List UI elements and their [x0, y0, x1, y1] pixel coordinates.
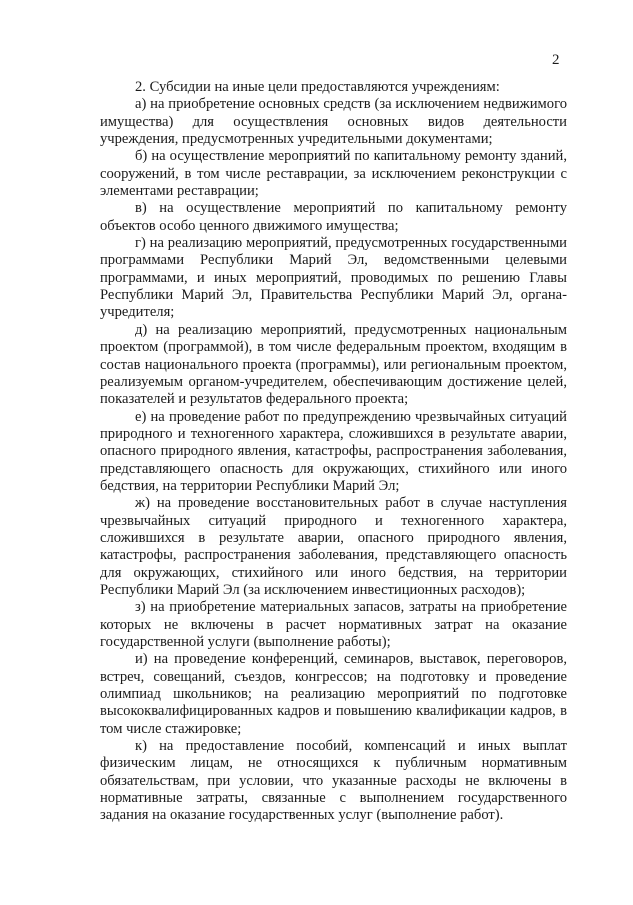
- paragraph-item-i: и) на проведение конференций, семинаров, выставок, переговоров, встреч, совещаний, съездов, конгрессов; на подготовку и проведение олимпиад школьников; на реализацию мероприятий по подготовке высококвалифицированных кадров и повышению квалификации кадров, в том числе стажировке;: [100, 651, 567, 737]
- document-body: [100, 79, 567, 825]
- paragraph-item-d: д) на реализацию мероприятий, предусмотренных национальным проектом (программой), в том числе федеральным проектом, входящим в состав национального проекта (программы), или региональным проектом, реализуемым органом-учредителем, обеспечивающим достижение целей, показателей и результатов федерального проекта;: [100, 321, 567, 408]
- paragraph-item-v: в) на осуществление мероприятий по капитальному ремонту объектов особо ценного движимого имущества;: [100, 200, 567, 234]
- paragraph-item-b: б) на осуществление мероприятий по капитальному ремонту зданий, сооружений, в том числе реставрации, за исключением реконструкции с элементами реставрации;: [100, 148, 567, 200]
- paragraph-item-a: а) на приобретение основных средств (за исключением недвижимого имущества) для осуществления основных видов деятельности учреждения, предусмотренных учредительными документами;: [100, 96, 567, 148]
- paragraph-intro: 2. Субсидии на иные цели предоставляются учреждениям:: [135, 79, 500, 95]
- paragraph-item-zh: ж) на проведение восстановительных работ в случае наступления чрезвычайных ситуаций природного и техногенного характера, сложившихся в результате аварии, опасного природного явления, катастрофы, распространения заболевания, представляющего опасность для окружающих, стихийного или иного бедствия, на территории Республики Марий Эл (за исключением инвестиционных расходов);: [100, 495, 567, 598]
- paragraph-item-k: к) на предоставление пособий, компенсаций и иных выплат физическим лицам, не относящихся к публичным нормативным обязательствам, при условии, что указанные расходы не включены в нормативные затраты, связанные с выполнением государственного задания на оказание государственных услуг (выполнение работ).: [100, 738, 567, 824]
- paragraph-item-z: з) на приобретение материальных запасов, затраты на приобретение которых не включены в расчет нормативных затрат на оказание государственной услуги (выполнение работы);: [100, 599, 567, 650]
- paragraph-item-e: е) на проведение работ по предупреждению чрезвычайных ситуаций природного и техногенного характера, сложившихся в результате аварии, опасного природного явления, катастрофы, распространения заболевания, представляющего опасность для окружающих, стихийного или иного бедствия, на территории Республики Марий Эл;: [100, 408, 567, 494]
- paragraph-item-g: г) на реализацию мероприятий, предусмотренных государственными программами Республики Марий Эл, ведомственными целевыми программами, и иных мероприятий, проводимых по решению Главы Республики Марий Эл, Правительства Республики Марий Эл, органа-учредителя;: [100, 235, 567, 321]
- page-number: 2: [552, 52, 560, 68]
